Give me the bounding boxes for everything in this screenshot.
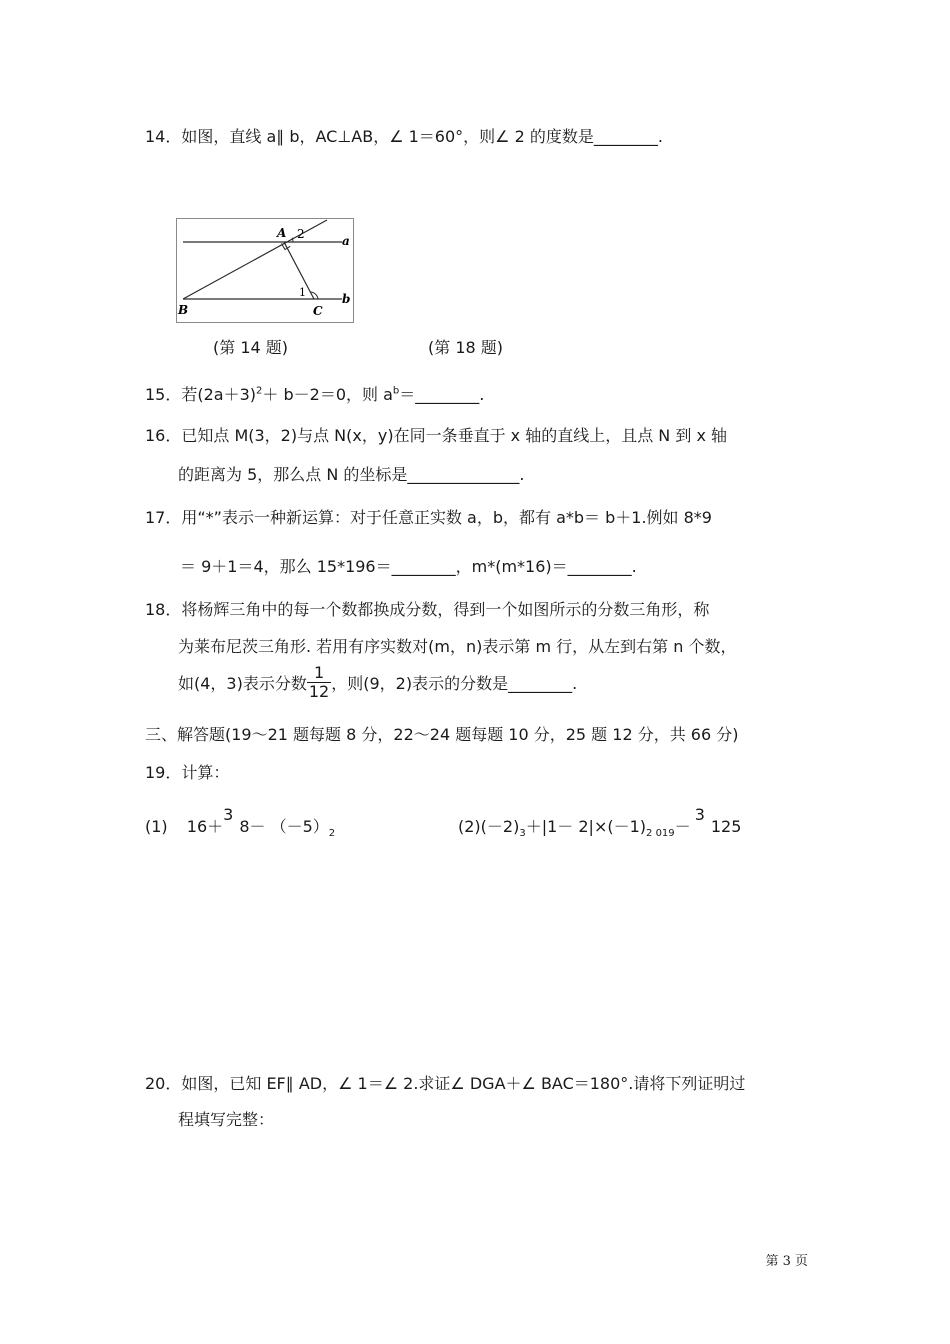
q15-exp2: b — [392, 385, 400, 397]
figure-18-caption: (第 18 题) — [428, 338, 504, 357]
page-number: 第 3 页 — [765, 1254, 808, 1269]
label-C: C — [313, 304, 323, 318]
q18-line3-post: ，则(9，2)表示的分数是________. — [331, 674, 578, 693]
q19-part2 — [458, 805, 742, 840]
q15-prefix: 15．若(2a＋3) — [145, 385, 257, 404]
question-16-line1: 16．已知点 M(3，2)与点 N(x，y)在同一条垂直于 x 轴的直线上，且点 N 到 x 轴 — [145, 426, 727, 445]
question-20-line1: 20．如图，已知 EF∥ AD，∠ 1＝∠ 2.求证∠ DGA＋∠ BAC＝180°.请将下列证明过 — [145, 1074, 746, 1093]
q18-fraction-numerator: 1 — [307, 664, 331, 683]
question-19-title: 19．计算： — [145, 763, 230, 782]
q19-part2-root-index: 3 — [694, 805, 705, 824]
q19-part2-exp2: 2 019 — [646, 828, 675, 840]
q19-part1-b: 8－ （－5） — [239, 817, 329, 836]
q19-part2-a: (2)(－2) — [458, 817, 520, 836]
q19-part2-c: － — [674, 817, 691, 836]
question-20-line2: 程填写完整： — [178, 1110, 275, 1129]
figure-14 — [176, 218, 354, 323]
figure-14-diagram — [177, 219, 353, 322]
label-a: a — [342, 234, 350, 248]
figure-14-caption: (第 14 题) — [213, 338, 289, 357]
q19-part1-root-index: 3 — [223, 805, 234, 824]
question-16-line2: 的距离为 5，那么点 N 的坐标是______________. — [178, 465, 525, 484]
q19-part2-b: ＋|1－ 2|×(－1) — [525, 817, 647, 836]
label-2: 2 — [297, 227, 305, 241]
q19-part2-d: 125 — [710, 817, 742, 836]
q18-fraction — [307, 664, 331, 701]
q15-mid: ＋ b－2＝0，则 a — [262, 385, 393, 404]
q19-part1-label: (1) — [145, 817, 168, 836]
question-14: 14．如图，直线 a∥ b，AC⊥AB，∠ 1＝60°，则∠ 2 的度数是________. — [145, 127, 663, 146]
question-18-line2: 为莱布尼茨三角形. 若用有序实数对(m，n)表示第 m 行，从左到右第 n 个数， — [178, 637, 737, 656]
label-1: 1 — [299, 286, 306, 299]
q19-part1 — [145, 805, 336, 840]
q15-exp1: 2 — [256, 385, 263, 397]
q15-suffix: ＝________. — [399, 385, 485, 404]
question-15 — [145, 382, 484, 405]
question-17-line2: ＝ 9＋1＝4，那么 15*196＝________，m*(m*16)＝________. — [180, 557, 637, 576]
q19-part1-exp: 2 — [328, 828, 336, 840]
question-17-line1: 17．用“*”表示一种新运算：对于任意正实数 a，b，都有 a*b＝ b＋1.例如 8*9 — [145, 508, 712, 527]
q19-part1-a: 16＋ — [186, 817, 224, 836]
label-B: B — [178, 303, 189, 317]
question-18-line1: 18．将杨辉三角中的每一个数都换成分数，得到一个如图所示的分数三角形，称 — [145, 600, 710, 619]
label-b: b — [342, 292, 351, 306]
q18-line3-pre: 如(4，3)表示分数 — [178, 674, 307, 693]
label-A: A — [277, 226, 287, 240]
question-18-line3 — [178, 664, 577, 701]
q18-fraction-denominator: 12 — [308, 682, 330, 701]
section-3-heading: 三、解答题(19～21 题每题 8 分，22～24 题每题 10 分，25 题 12 分，共 66 分) — [145, 725, 739, 744]
q19-part2-exp1: 3 — [519, 828, 526, 840]
